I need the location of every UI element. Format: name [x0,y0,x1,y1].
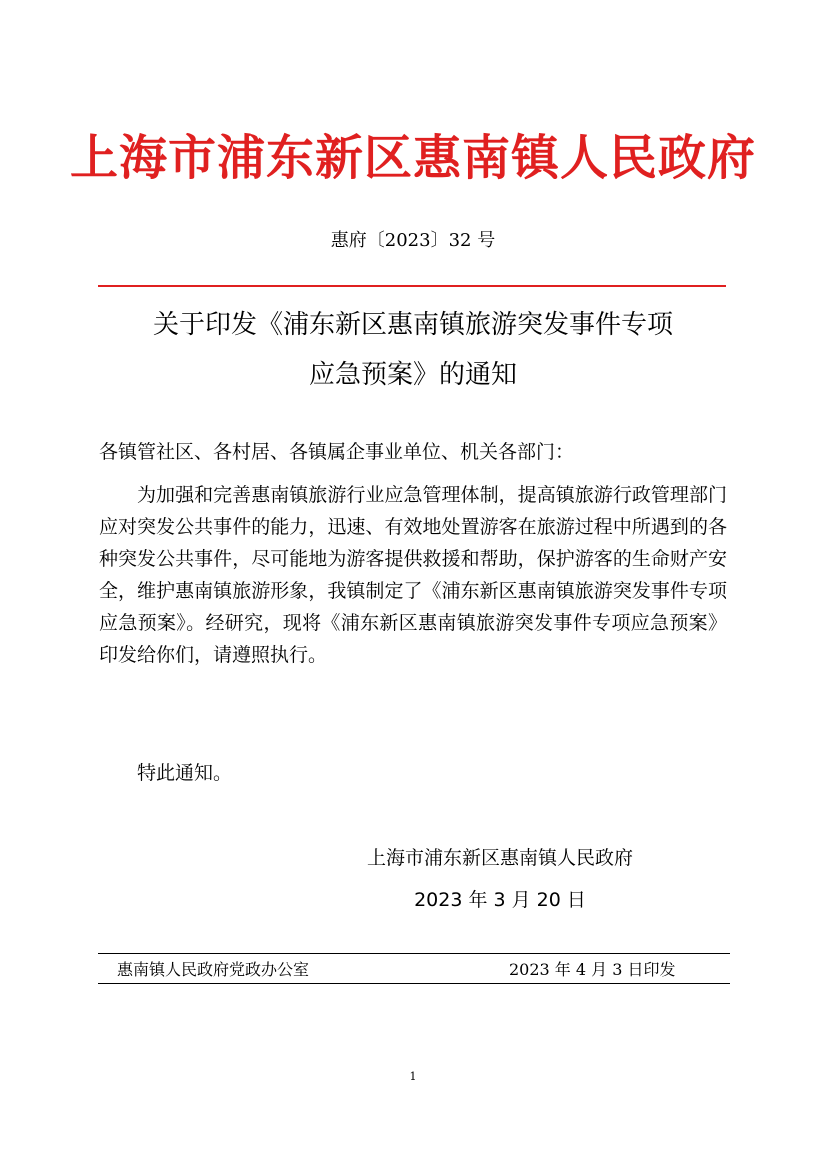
document-number: 惠府〔2023〕32 号 [330,230,496,251]
footer-bottom-rule [98,983,730,984]
footer-print-date: 2023 年 4 月 3 日印发 [509,960,676,979]
footer-issuer: 惠南镇人民政府党政办公室 [117,960,310,979]
document-title [90,300,736,400]
signature-date: 2023 年 3 月 20 日 [414,889,586,911]
body-paragraph: 为加强和完善惠南镇旅游行业应急管理体制，提高镇旅游行政管理部门应对突发公共事件的能力，迅速、有效地处置游客在旅游过程中所遇到的各种突发公共事件，尽可能地为游客提供救援和帮助，保护游客的生命财产安全，维护惠南镇旅游形象，我镇制定了《浦东新区惠南镇旅游突发事件专项应急预案》。经研究，现将《浦东新区惠南镇旅游突发事件专项应急预案》印发给你们，请遵照执行。 [99,484,727,666]
closing-remark: 特此通知。 [137,762,233,784]
footer-top-rule [98,953,730,954]
red-divider-line [98,285,726,287]
page-number: 1 [409,1070,417,1083]
document-title-line-1: 关于印发《浦东新区惠南镇旅游突发事件专项 [152,310,673,340]
issuing-authority-title: 上海市浦东新区惠南镇人民政府 [69,130,756,186]
document-title-line-2: 应急预案》的通知 [308,360,517,390]
signature-organization: 上海市浦东新区惠南镇人民政府 [366,847,633,869]
salutation: 各镇管社区、各村居、各镇属企事业单位、机关各部门： [99,441,575,463]
